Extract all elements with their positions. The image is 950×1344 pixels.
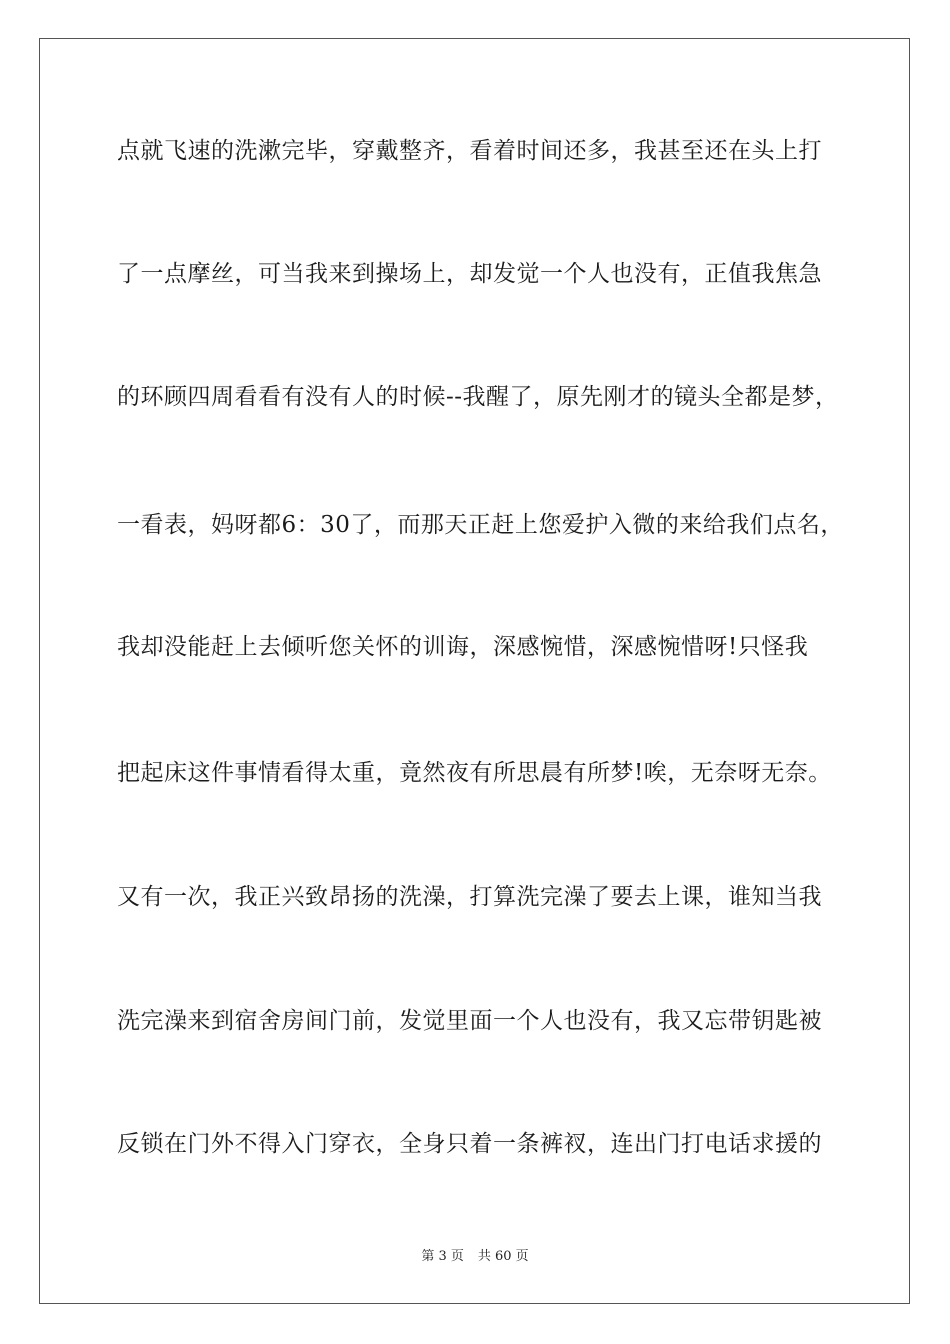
body-text-line-2: 了一点摩丝，可当我来到操场上，却发觉一个人也没有，正值我焦急 <box>117 261 822 287</box>
body-text-line-6: 把起床这件事情看得太重，竟然夜有所思晨有所梦!唉，无奈呀无奈。 <box>117 760 832 786</box>
page-border <box>39 38 910 1304</box>
body-text-line-7: 又有一次，我正兴致昂扬的洗澡，打算洗完澡了要去上课，谁知当我 <box>117 884 822 910</box>
page-footer <box>0 1248 950 1266</box>
page-total: 共 60 页 <box>477 1249 529 1264</box>
page-number: 第 3 页 <box>421 1249 464 1264</box>
body-text-line-1: 点就飞速的洗漱完毕，穿戴整齐，看着时间还多，我甚至还在头上打 <box>117 138 822 164</box>
body-text-line-9: 反锁在门外不得入门穿衣，全身只着一条裤衩，连出门打电话求援的 <box>117 1131 822 1157</box>
body-text-line-3: 的环顾四周看看有没有人的时候--我醒了，原先刚才的镜头全都是梦， <box>117 384 839 410</box>
body-text-line-5: 我却没能赶上去倾听您关怀的训诲，深感惋惜，深感惋惜呀!只怪我 <box>117 634 809 660</box>
body-text-line-8: 洗完澡来到宿舍房间门前，发觉里面一个人也没有，我又忘带钥匙被 <box>117 1008 822 1034</box>
body-text-line-4: 一看表，妈呀都6：30了，而那天正赶上您爱护入微的来给我们点名， <box>117 512 844 538</box>
